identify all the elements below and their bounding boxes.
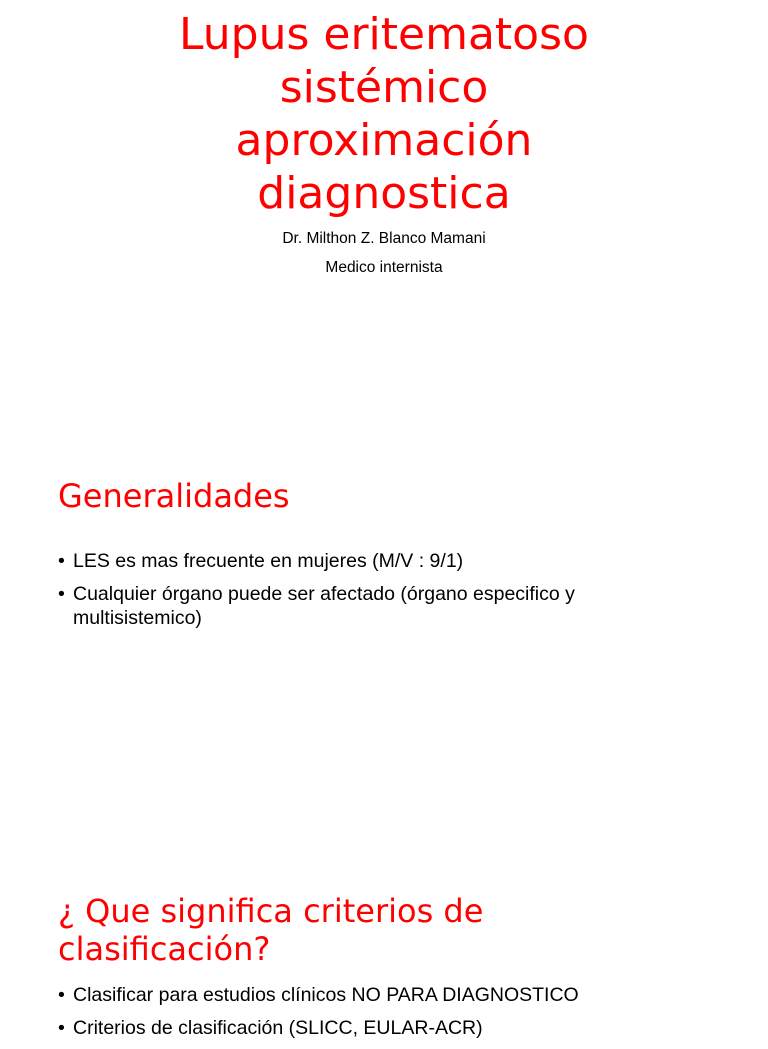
title-line: diagnostica <box>257 168 511 219</box>
bullet-dot: • <box>58 550 65 572</box>
slide-title <box>0 0 768 432</box>
bullet-text: Criterios de clasificación (SLICC, EULAR-ACR) <box>73 1017 483 1039</box>
author-role: Medico internista <box>325 259 443 276</box>
bullet-item <box>58 1016 678 1040</box>
bullet-list <box>58 549 678 639</box>
title-line: sistémico <box>279 62 489 113</box>
bullet-dot: • <box>58 583 65 605</box>
bullet-list <box>58 983 678 1049</box>
bullet-item <box>58 582 678 630</box>
bullet-dot: • <box>58 1017 65 1039</box>
slide-heading <box>58 892 738 968</box>
bullet-text: Cualquier órgano puede ser afectado (órgano especifico y multisistemico) <box>73 583 575 629</box>
slide-criterios <box>0 864 768 1039</box>
bullet-text: Clasificar para estudios clínicos NO PARA DIAGNOSTICO <box>73 984 579 1006</box>
title-line: aproximación <box>235 115 533 166</box>
heading-line: clasificación? <box>58 930 271 968</box>
title-line: Lupus eritematoso <box>179 9 589 60</box>
bullet-item <box>58 549 678 573</box>
heading-line: ¿ Que significa criterios de <box>58 892 484 930</box>
author-name: Dr. Milthon Z. Blanco Mamani <box>282 230 486 247</box>
bullet-dot: • <box>58 984 65 1006</box>
bullet-text: LES es mas frecuente en mujeres (M/V : 9/1) <box>73 550 464 572</box>
slide-heading: Generalidades <box>58 477 290 515</box>
slide-generalidades <box>0 432 768 864</box>
presentation-title <box>0 8 768 220</box>
bullet-item <box>58 983 678 1007</box>
